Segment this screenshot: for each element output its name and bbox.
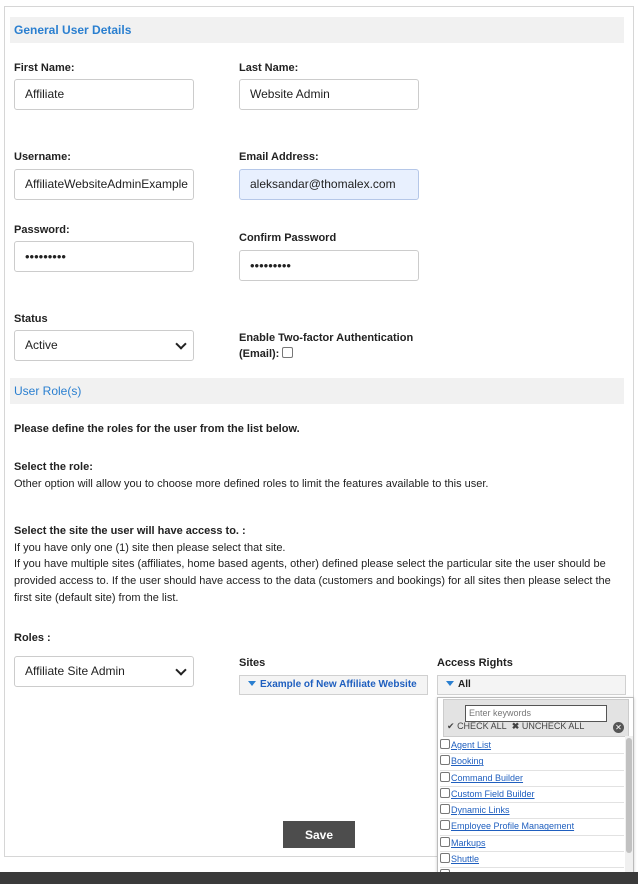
status-select[interactable] bbox=[14, 330, 194, 361]
check-all-label: CHECK ALL bbox=[457, 721, 507, 731]
email-input[interactable]: aleksandar@thomalex.com bbox=[239, 169, 419, 200]
list-item[interactable] bbox=[440, 738, 624, 754]
last-name-input[interactable]: Website Admin bbox=[239, 79, 419, 110]
dropdown-header bbox=[443, 699, 629, 737]
item-label[interactable]: Booking bbox=[451, 756, 484, 767]
footer-bar bbox=[0, 872, 638, 884]
keyword-search-input[interactable]: Enter keywords bbox=[465, 705, 607, 722]
select-site-line2: If you have multiple sites (affiliates, home based agents, other) defined please select the particular site the user should be provided access to. If the user should have access to the data (customers and bookings) for all sites then please select the first site (default site) from the list. bbox=[14, 558, 611, 604]
select-site-title: Select the site the user will have access to. : bbox=[14, 525, 246, 537]
item-label[interactable]: Dynamic Links bbox=[451, 805, 510, 816]
general-details-header: General User Details bbox=[10, 17, 624, 43]
cross-icon: ✖ bbox=[511, 721, 520, 731]
password-input[interactable]: ••••••••• bbox=[14, 241, 194, 272]
chevron-down-icon bbox=[175, 664, 186, 675]
select-role-title: Select the role: bbox=[14, 461, 93, 473]
item-label[interactable]: Agent List bbox=[451, 740, 492, 750]
status-label: Status bbox=[14, 313, 48, 325]
roles-label: Roles : bbox=[14, 632, 51, 644]
uncheck-all-button[interactable] bbox=[512, 721, 585, 731]
item-label[interactable]: Employee Profile Management bbox=[451, 821, 575, 832]
caret-down-icon bbox=[248, 681, 256, 686]
access-rights-label: Access Rights bbox=[437, 657, 513, 669]
close-icon[interactable]: ✕ bbox=[613, 722, 624, 733]
roles-select-value: Affiliate Site Admin bbox=[25, 664, 125, 678]
list-item[interactable] bbox=[440, 819, 624, 835]
uncheck-all-label: UNCHECK ALL bbox=[521, 721, 585, 731]
select-role-text: Other option will allow you to choose more defined roles to limit the features available to this user. bbox=[14, 478, 489, 490]
access-rights-multiselect-value: All bbox=[458, 679, 471, 690]
sites-label: Sites bbox=[239, 657, 266, 669]
username-label: Username: bbox=[14, 151, 71, 163]
save-button[interactable]: Save bbox=[283, 821, 355, 848]
list-item[interactable] bbox=[440, 803, 624, 819]
caret-down-icon bbox=[446, 681, 454, 686]
dropdown-scrollbar[interactable] bbox=[625, 736, 633, 874]
two-factor-label bbox=[239, 330, 413, 362]
sites-multiselect-value: Example of New Affiliate Website bbox=[260, 679, 417, 690]
confirm-password-label: Confirm Password bbox=[239, 232, 337, 244]
list-item[interactable] bbox=[440, 787, 624, 803]
select-site-line1: If you have only one (1) site then please select that site. bbox=[14, 542, 286, 554]
two-factor-label-line2: (Email): bbox=[239, 348, 280, 360]
check-icon: ✔ bbox=[447, 721, 455, 731]
first-name-input[interactable]: Affiliate bbox=[14, 79, 194, 110]
item-checkbox[interactable] bbox=[440, 820, 450, 830]
dropdown-actions bbox=[447, 721, 584, 732]
two-factor-checkbox[interactable] bbox=[282, 347, 293, 358]
two-factor-label-line1: Enable Two-factor Authentication bbox=[239, 332, 414, 344]
access-rights-list bbox=[440, 738, 624, 875]
access-rights-dropdown bbox=[437, 697, 634, 875]
list-item[interactable] bbox=[440, 771, 624, 787]
roles-select[interactable] bbox=[14, 656, 194, 687]
item-checkbox[interactable] bbox=[440, 772, 450, 782]
access-rights-multiselect[interactable] bbox=[437, 675, 626, 695]
list-item[interactable] bbox=[440, 754, 624, 770]
item-checkbox[interactable] bbox=[440, 804, 450, 814]
confirm-password-input[interactable]: ••••••••• bbox=[239, 250, 419, 281]
list-item[interactable] bbox=[440, 836, 624, 852]
first-name-label: First Name: bbox=[14, 62, 75, 74]
item-label[interactable]: Custom Field Builder bbox=[451, 788, 535, 799]
item-checkbox[interactable] bbox=[440, 739, 450, 749]
scrollbar-thumb[interactable] bbox=[626, 738, 632, 853]
item-checkbox[interactable] bbox=[440, 837, 450, 847]
item-label[interactable]: Shuttle bbox=[451, 854, 480, 865]
email-label: Email Address: bbox=[239, 151, 319, 163]
item-checkbox[interactable] bbox=[440, 788, 450, 798]
chevron-down-icon bbox=[175, 338, 186, 349]
list-item[interactable] bbox=[440, 852, 624, 868]
username-input[interactable]: AffiliateWebsiteAdminExample bbox=[14, 169, 194, 200]
item-checkbox[interactable] bbox=[440, 755, 450, 765]
check-all-button[interactable] bbox=[447, 721, 506, 731]
item-label[interactable]: Markups bbox=[451, 837, 486, 848]
status-select-value: Active bbox=[25, 338, 58, 352]
roles-intro: Please define the roles for the user from the list below. bbox=[14, 423, 300, 435]
sites-multiselect[interactable] bbox=[239, 675, 428, 695]
user-roles-header: User Role(s) bbox=[10, 378, 624, 404]
item-checkbox[interactable] bbox=[440, 853, 450, 863]
last-name-label: Last Name: bbox=[239, 62, 299, 74]
item-label[interactable]: Command Builder bbox=[451, 772, 524, 783]
password-label: Password: bbox=[14, 224, 70, 236]
